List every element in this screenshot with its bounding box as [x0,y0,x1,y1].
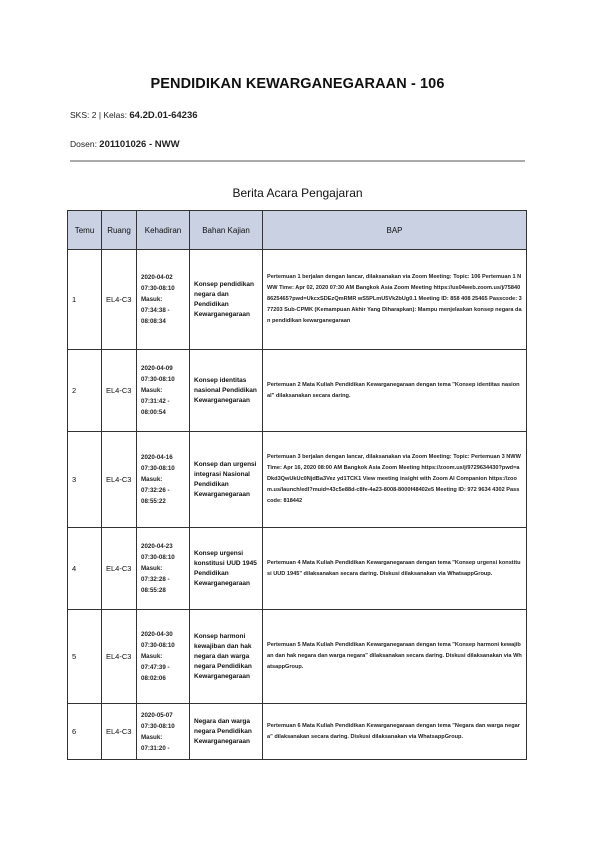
cell-temu: 1 [68,250,102,350]
cell-temu: 5 [68,610,102,704]
kelas-value: 64.2D.01-64236 [129,110,198,121]
course-info [70,110,198,121]
cell-kehadiran: 2020-04-09 07:30-08:10 Masuk: 07:31:42 - 08:00:54 [137,350,190,432]
cell-bap: Pertemuan 3 berjalan dengan lancar, dilaksanakan via Zoom Meeting: Topic: Pertemuan 3 NWW Time: Apr 16, 2020 08:00 AM Bangkok Asia Zoom Meeting https://zoom.us/j/9729634430?pwd=aDkd3QwUkUc0NjdBa3Vez yd1TCK1 View meeting insight with Zoom AI Companion https://zoom.us/launch/edl?muid=43c5e88d-c8fe-4a23-8008-8000f48402e5 Meeting ID: 972 9634 4302 Passcode: 818442 [263,432,527,528]
cell-ruang: EL4-C3 [102,350,137,432]
cell-bap: Pertemuan 2 Mata Kuliah Pendidikan Kewarganegaraan dengan tema "Konsep identitas nasional" dilaksanakan secara daring. [263,350,527,432]
table-row [68,250,527,350]
dosen-label: Dosen: [70,139,100,149]
cell-kehadiran: 2020-04-02 07:30-08:10 Masuk: 07:34:38 - 08:08:34 [137,250,190,350]
table-row [68,350,527,432]
bap-table [67,210,527,760]
table-row [68,528,527,610]
cell-bahan-kajian: Konsep harmoni kewajiban dan hak negara dan warga negara Pendidikan Kewarganegaraan [190,610,263,704]
cell-temu: 3 [68,432,102,528]
table-row [68,704,527,760]
cell-ruang: EL4-C3 [102,250,137,350]
table-row [68,610,527,704]
cell-bahan-kajian: Negara dan warga negara Pendidikan Kewarganegaraan [190,704,263,760]
lecturer-info [70,139,180,150]
table-row [68,432,527,528]
cell-bahan-kajian: Konsep urgensi konstitusi UUD 1945 Pendidikan Kewarganegaraan [190,528,263,610]
dosen-value: 201101026 - NWW [99,139,180,150]
column-header-temu: Temu [68,211,102,250]
table-header-row [68,211,527,250]
cell-ruang: EL4-C3 [102,528,137,610]
cell-bap: Pertemuan 1 berjalan dengan lancar, dilaksanakan via Zoom Meeting: Topic: 106 Pertemuan 1 NWW Time: Apr 02, 2020 07:30 AM Bangkok Asia Zoom Meeting https://us04web.zoom.us/j/758408625465?pwd=UkcxSDEzQmRMR wS5PLmU5Vk2bUg0.1 Meeting ID: 858 408 25465 Passcode: 377203 Sub-CPMK (Kemampuan Akhir Yang Diharapkan): Mampu menjelaskan konsep negara dan pendidikan kewarganegaraan [263,250,527,350]
cell-temu: 2 [68,350,102,432]
cell-ruang: EL4-C3 [102,432,137,528]
cell-bahan-kajian: Konsep dan urgensi integrasi Nasional Pendidikan Kewarganegaraan [190,432,263,528]
cell-bap: Pertemuan 4 Mata Kuliah Pendidikan Kewarganegaraan dengan tema "Konsep urgensi konstitusi UUD 1945" dilaksanakan secara daring. Diskusi dilaksanakan via WhatsappGroup. [263,528,527,610]
column-header-ruang: Ruang [102,211,137,250]
cell-ruang: EL4-C3 [102,704,137,760]
cell-temu: 6 [68,704,102,760]
sks-kelas-label: SKS: 2 | Kelas: [70,110,130,120]
cell-bap: Pertemuan 5 Mata Kuliah Pendidikan Kewarganegaraan dengan tema "Konsep harmoni kewajiban dan hak negara dan warga negara" dilaksanakan secara daring. Diskusi dilaksanakan via WhatsappGroup. [263,610,527,704]
cell-bahan-kajian: Konsep pendidikan negara dan Pendidikan Kewarganegaraan [190,250,263,350]
cell-kehadiran: 2020-04-16 07:30-08:10 Masuk: 07:32:26 - 08:55:22 [137,432,190,528]
page-title: PENDIDIKAN KEWARGANEGARAAN - 106 [150,76,445,92]
section-title: Berita Acara Pengajaran [232,186,363,200]
cell-temu: 4 [68,528,102,610]
cell-bap: Pertemuan 6 Mata Kuliah Pendidikan Kewarganegaraan dengan tema "Negara dan warga negara" dilaksanakan secara daring. Diskusi dilaksanakan via WhatsappGroup. [263,704,527,760]
cell-kehadiran: 2020-04-23 07:30-08:10 Masuk: 07:32:28 - 08:55:28 [137,528,190,610]
cell-ruang: EL4-C3 [102,610,137,704]
cell-kehadiran: 2020-04-30 07:30-08:10 Masuk: 07:47:39 - 08:02:06 [137,610,190,704]
column-header-kehadiran: Kehadiran [137,211,190,250]
divider [70,160,525,162]
cell-kehadiran: 2020-05-07 07:30-08:10 Masuk: 07:31:20 - [137,704,190,760]
column-header-bahan-kajian: Bahan Kajian [190,211,263,250]
cell-bahan-kajian: Konsep identitas nasional Pendidikan Kewarganegaraan [190,350,263,432]
column-header-bap: BAP [263,211,527,250]
